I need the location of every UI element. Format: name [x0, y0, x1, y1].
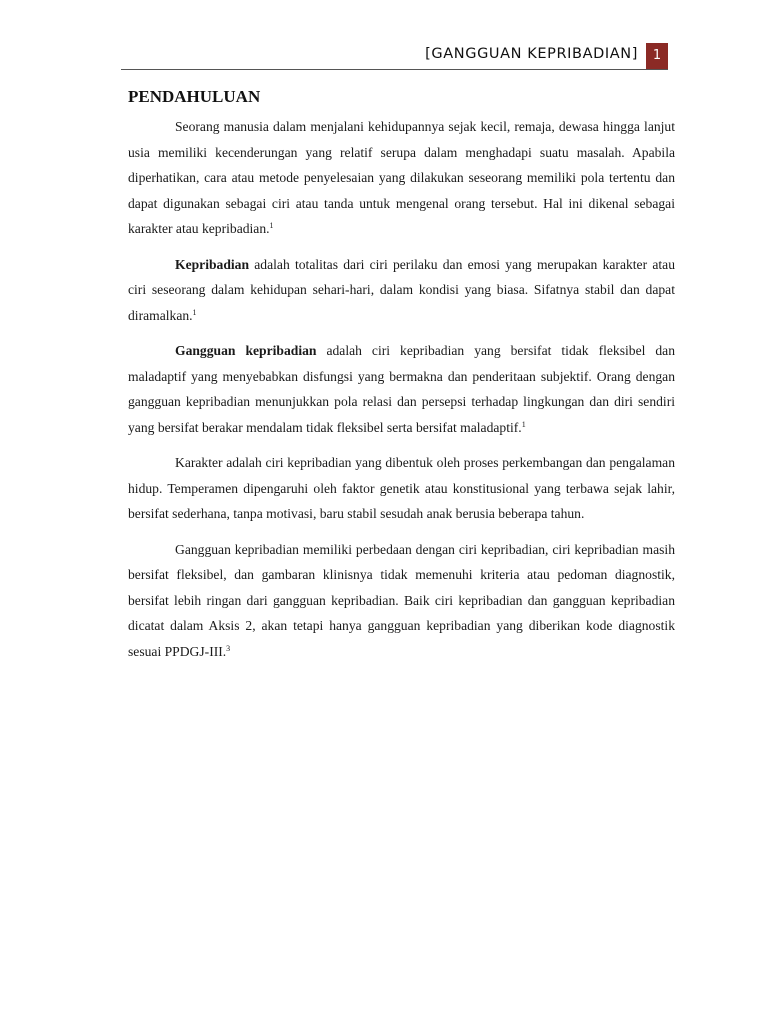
paragraph-text: Gangguan kepribadian memiliki perbedaan dengan ciri kepribadian, ciri kepribadian masih bersifat fleksibel, dan gambaran klinisnya tidak memenuhi kriteria atau pedoman diagnostik, bersifat lebih ringan dari gangguan kepribadian. Baik ciri kepribadian dan gangguan kepribadian dicatat dalam Aksis 2, akan tetapi hanya gangguan kepribadian yang diberikan kode diagnostik sesuai PPDGJ-III.: [128, 541, 675, 659]
page-header: [121, 43, 668, 70]
paragraph-term: Gangguan kepribadian: [175, 343, 317, 358]
paragraph-text: Seorang manusia dalam menjalani kehidupannya sejak kecil, remaja, dewasa hingga lanjut usia memiliki kecenderungan yang relatif serupa dalam menghadapi suatu masalah. Apabila diperhatikan, cara atau metode penyelesaian yang dilakukan seseorang memiliki pola tertentu dan dapat digunakan sebagai ciri atau tanda untuk mengenal orang tersebut. Hal ini dikenal sebagai karakter atau kepribadian.: [128, 119, 675, 236]
paragraph-text: adalah totalitas dari ciri perilaku dan emosi yang merupakan karakter atau ciri seseorang dalam kehidupan sehari-hari, dalam kondisi yang biasa. Sifatnya stabil dan dapat diramalkan.: [128, 256, 675, 323]
paragraph-term: Kepribadian: [175, 256, 250, 272]
paragraph-karakter: [128, 450, 675, 527]
paragraph-perbedaan: [128, 537, 675, 665]
paragraph-kepribadian: [128, 252, 675, 329]
paragraph-text: Karakter adalah ciri kepribadian yang dibentuk oleh proses perkembangan dan pengalaman hidup. Temperamen dipengaruhi oleh faktor genetik atau konstitusional yang terbawa sejak lahir, bersifat sederhana, tanpa motivasi, baru stabil sesudah anak berusia beberapa tahun.: [128, 455, 675, 521]
document-body: [128, 86, 675, 674]
paragraph-intro: [128, 114, 675, 242]
footnote-ref: 1: [269, 221, 274, 230]
footnote-ref: 3: [226, 643, 231, 653]
page-number-badge: 1: [646, 43, 668, 69]
footnote-ref: 1: [192, 307, 197, 317]
header-title: [GANGGUAN KEPRIBADIAN]: [425, 46, 638, 62]
section-heading: PENDAHULUAN: [128, 87, 261, 106]
footnote-ref: 1: [521, 419, 526, 429]
paragraph-gangguan-kepribadian: [128, 338, 675, 440]
paragraph-text: adalah ciri kepribadian yang bersifat tidak fleksibel dan maladaptif yang menyebabkan disfungsi yang bermakna dan penderitaan subjektif. Orang dengan gangguan kepribadian menunjukkan pola relasi dan persepsi terhadap lingkungan dan diri sendiri yang bersifat berakar mendalam tidak fleksibel serta bersifat maladaptif.: [128, 343, 676, 435]
